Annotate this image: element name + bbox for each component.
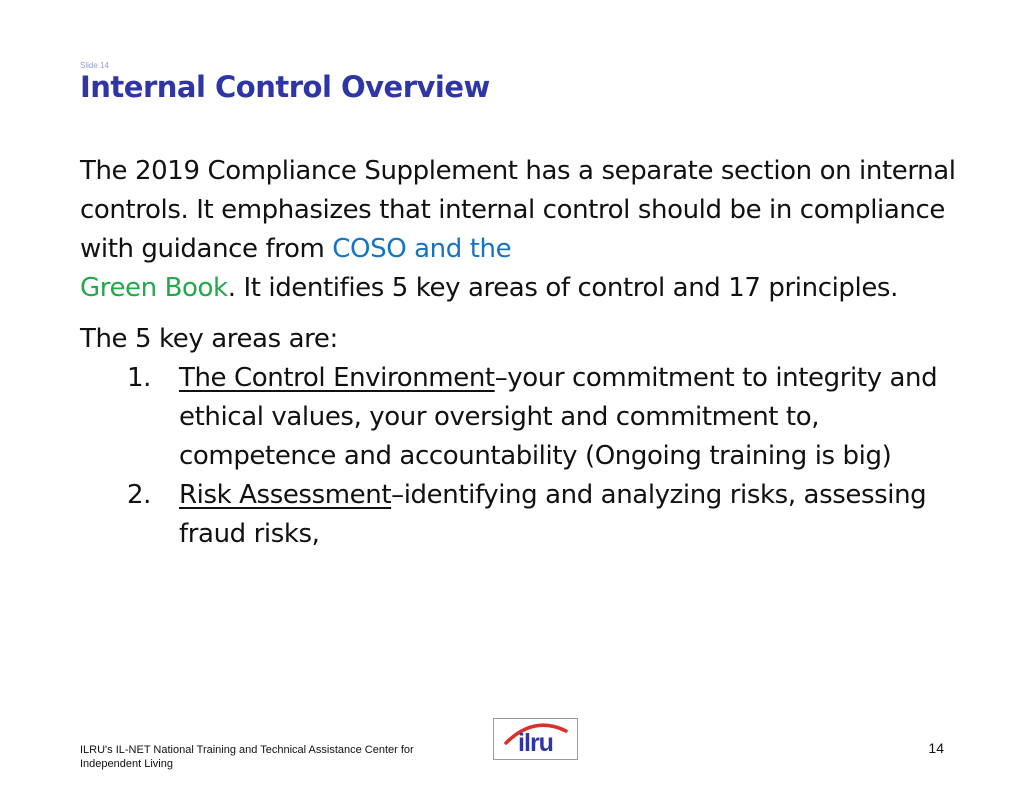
list-item xyxy=(80,359,960,476)
list-item-number: 1. xyxy=(127,363,152,393)
list-item-description: –your commitment to integrity and ethical values, your oversight and commitment to, competence and accountability (Ongoing training is big) xyxy=(179,363,938,471)
logo-text: ilru xyxy=(518,729,553,757)
intro-text-2: . It identifies 5 key areas of control and 17 principles. xyxy=(227,273,898,303)
slide-body xyxy=(80,152,960,554)
page-number: 14 xyxy=(928,740,944,756)
and-the-text: and the xyxy=(406,234,512,264)
intro-paragraph xyxy=(80,152,960,308)
list-item-term: The Control Environment xyxy=(179,363,495,393)
list-item-number: 2. xyxy=(127,480,152,510)
key-areas-list xyxy=(80,359,960,554)
ilru-logo xyxy=(493,718,578,760)
intro-text-1: The 2019 Compliance Supplement has a separate section on internal controls. It emphasizes that internal control should be in compliance with guidance from xyxy=(80,156,956,264)
slide-title: Internal Control Overview xyxy=(80,70,490,104)
list-item-term: Risk Assessment xyxy=(179,480,392,510)
list-item xyxy=(80,476,960,554)
key-areas-lead: The 5 key areas are: xyxy=(80,324,338,354)
green-book-reference: Green Book xyxy=(80,273,228,303)
coso-reference: COSO xyxy=(332,234,407,264)
footer-organization-text: ILRU's IL-NET National Training and Technical Assistance Center for Independent Living xyxy=(80,744,414,770)
slide-label: Slide 14 xyxy=(80,61,109,70)
list-item-description: –identifying and analyzing risks, assessing fraud risks, xyxy=(179,480,927,549)
